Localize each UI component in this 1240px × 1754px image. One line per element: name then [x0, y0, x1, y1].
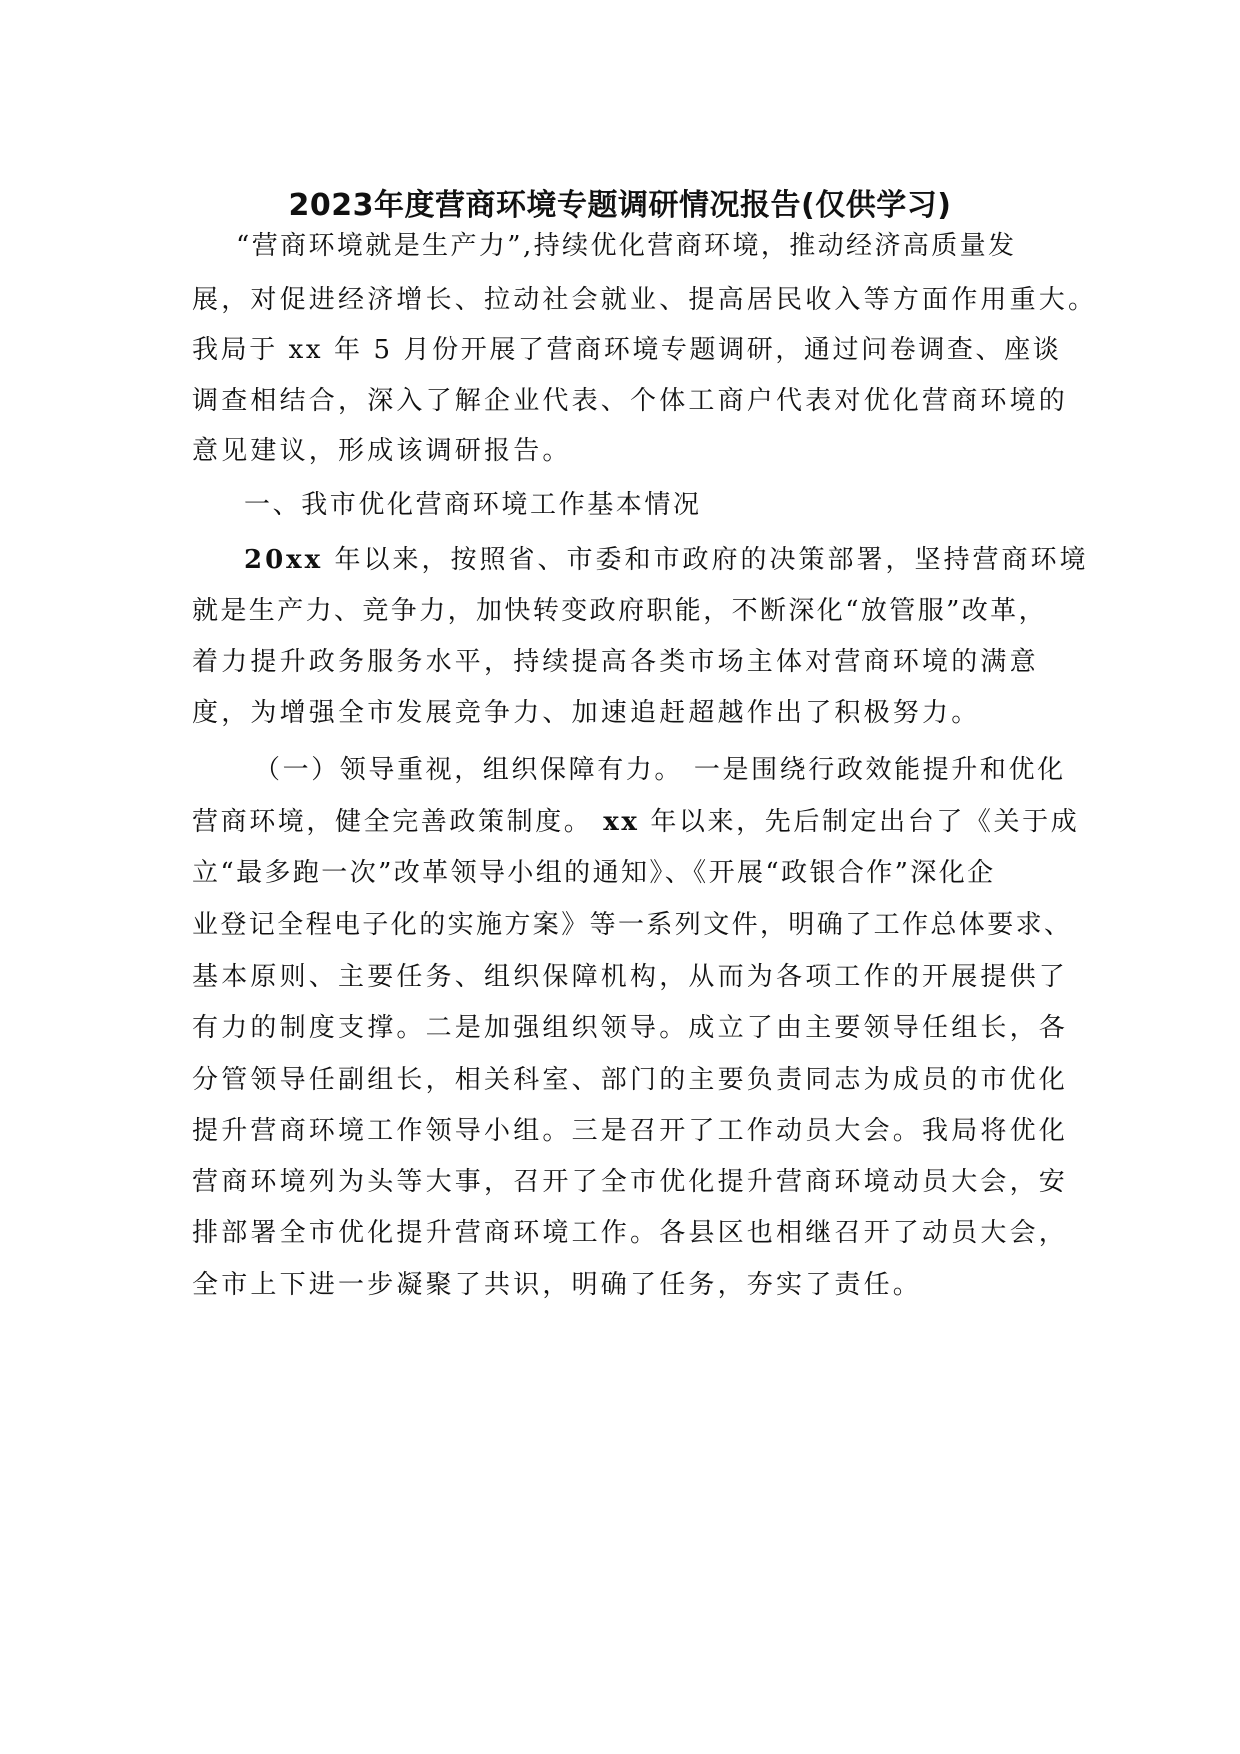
- year-bold: 20xx: [244, 545, 324, 575]
- year-bold: xx: [603, 807, 640, 837]
- paragraph-3-line-6: 有力的制度支撑。二是加强组织领导。成立了由主要领导任组长，各: [192, 1013, 1069, 1043]
- paragraph-3-line-8: 提升营商环境工作领导小组。三是召开了工作动员大会。我局将优化: [192, 1116, 1069, 1146]
- paragraph-2-line-2: 就是生产力、竞争力，加快转变政府职能，不断深化“放管服”改革，: [192, 596, 1047, 626]
- paragraph-1-line-3: 我局于 xx 年 5 月份开展了营商环境专题调研，通过问卷调查、座谈: [192, 335, 1062, 365]
- paragraph-3-line-4: 业登记全程电子化的实施方案》等一系列文件，明确了工作总体要求、: [192, 910, 1073, 940]
- paragraph-2-line-1: [244, 540, 1088, 580]
- paragraph-1-line-5: 意见建议，形成该调研报告。: [192, 436, 572, 466]
- paragraph-3-line-2-text-b: 年以来，先后制定出台了《关于成: [639, 807, 1080, 837]
- paragraph-3-line-3: 立“最多跑一次”改革领导小组的通知》、《开展“政银合作”深化企: [192, 858, 996, 888]
- paragraph-3-line-10: 排部署全市优化提升营商环境工作。各县区也相继召开了动员大会，: [192, 1218, 1069, 1248]
- paragraph-3-line-2-text-a: 营商环境，健全完善政策制度。: [192, 807, 604, 837]
- paragraph-3-line-7: 分管领导任副组长，相关科室、部门的主要负责同志为成员的市优化: [192, 1065, 1069, 1095]
- paragraph-2-line-1-text: 年以来，按照省、市委和市政府的决策部署，坚持营商环境: [323, 545, 1089, 575]
- paragraph-3-line-2: [192, 802, 1079, 842]
- section-heading-1: 一、我市优化营商环境工作基本情况: [244, 490, 702, 520]
- paragraph-3-line-5: 基本原则、主要任务、组织保障机构，从而为各项工作的开展提供了: [192, 962, 1069, 992]
- paragraph-3-line-9: 营商环境列为头等大事，召开了全市优化提升营商环境动员大会，安: [192, 1167, 1069, 1197]
- paragraph-2-line-3: 着力提升政务服务水平，持续提高各类市场主体对营商环境的满意: [192, 647, 1039, 677]
- paragraph-3-line-11: 全市上下进一步凝聚了共识，明确了任务，夯实了责任。: [192, 1270, 923, 1300]
- paragraph-1-line-2: 展，对促进经济增长、拉动社会就业、提高居民收入等方面作用重大。: [192, 285, 1098, 315]
- document-title: 2023年度营商环境专题调研情况报告(仅供学习): [288, 188, 952, 223]
- paragraph-3-line-1: （一）领导重视，组织保障有力。 一是围绕行政效能提升和优化: [254, 755, 1066, 785]
- paragraph-1-line-4: 调查相结合，深入了解企业代表、个体工商户代表对优化营商环境的: [192, 386, 1069, 416]
- paragraph-1-line-1: “营商环境就是生产力”,持续优化营商环境，推动经济高质量发: [236, 231, 1017, 261]
- paragraph-2-line-4: 度，为增强全市发展竞争力、加速追赶超越作出了积极努力。: [192, 698, 981, 728]
